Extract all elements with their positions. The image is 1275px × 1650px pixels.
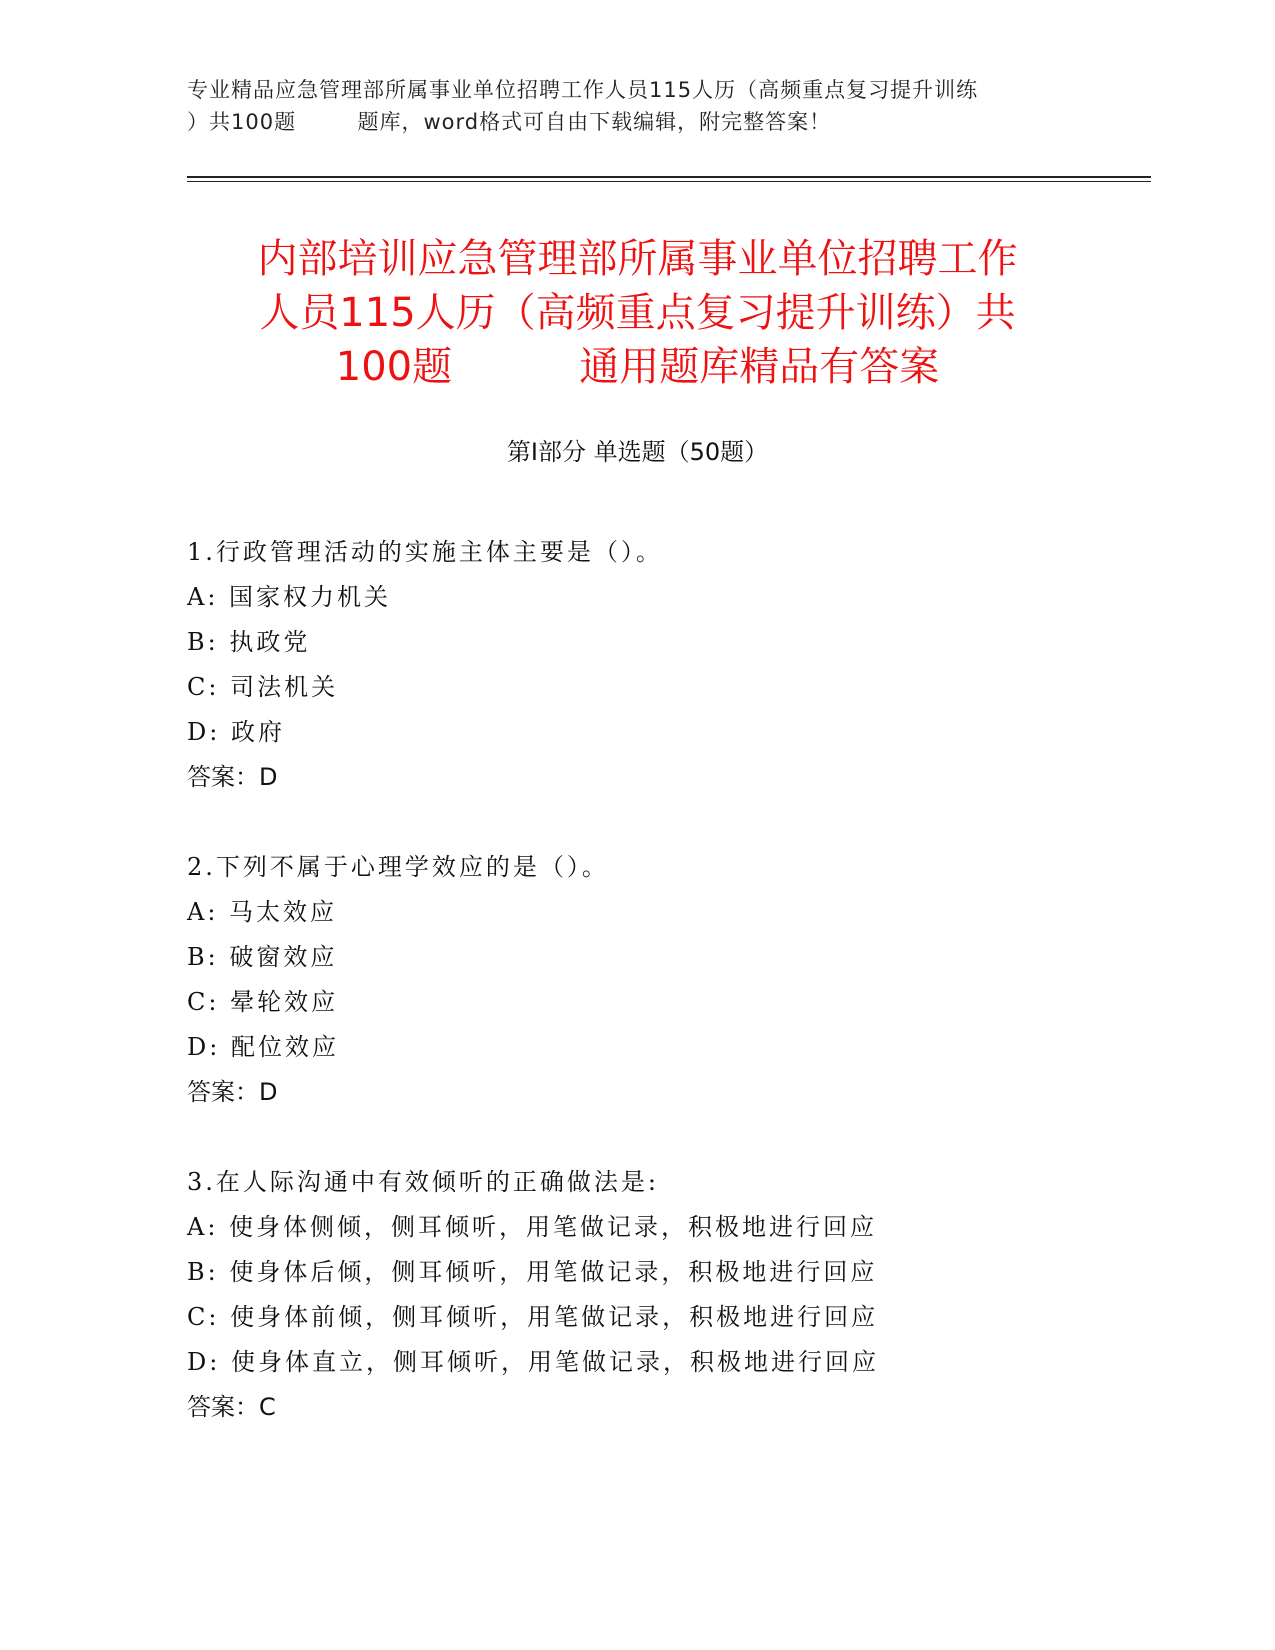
option-d: D: 使身体直立，侧耳倾听，用笔做记录，积极地进行回应 (187, 1348, 879, 1376)
header-rule-thick (187, 176, 1151, 178)
answer: 答案：D (187, 763, 278, 791)
option-b: B: 破窗效应 (187, 943, 338, 971)
answer: 答案：C (187, 1393, 276, 1421)
question-stem: 1.行政管理活动的实施主体主要是（）。 (187, 538, 663, 566)
title-line-2: 人员115人历（高频重点复习提升训练）共 (259, 290, 1016, 336)
option-c: C: 使身体前倾，侧耳倾听，用笔做记录，积极地进行回应 (187, 1303, 879, 1331)
question-stem: 2.下列不属于心理学效应的是（）。 (187, 853, 609, 881)
document-title (150, 232, 1125, 394)
option-b: B: 执政党 (187, 628, 311, 656)
title-line-3: 100题 通用题库精品有答案 (335, 344, 940, 390)
option-c: C: 晕轮效应 (187, 988, 339, 1016)
question-1 (187, 530, 1187, 800)
answer: 答案：D (187, 1078, 278, 1106)
document-header (187, 74, 1087, 138)
question-list (187, 530, 1187, 1475)
header-rule-thin (187, 181, 1151, 182)
question-2 (187, 845, 1187, 1115)
section-title: 第Ⅰ部分 单选题（50题） (506, 438, 769, 466)
option-b: B: 使身体后倾，侧耳倾听，用笔做记录，积极地进行回应 (187, 1258, 878, 1286)
option-a: A: 使身体侧倾，侧耳倾听，用笔做记录，积极地进行回应 (187, 1213, 878, 1241)
question-stem: 3.在人际沟通中有效倾听的正确做法是: (187, 1168, 659, 1196)
title-line-1: 内部培训应急管理部所属事业单位招聘工作 (257, 236, 1018, 282)
header-line-1: 专业精品应急管理部所属事业单位招聘工作人员115人历（高频重点复习提升训练 (187, 78, 979, 102)
option-a: A: 国家权力机关 (187, 583, 392, 611)
option-d: D: 配位效应 (187, 1033, 339, 1061)
option-c: C: 司法机关 (187, 673, 339, 701)
option-a: A: 马太效应 (187, 898, 338, 926)
question-3 (187, 1160, 1187, 1430)
header-line-2: ）共100题 题库，word格式可自由下载编辑，附完整答案！ (187, 110, 832, 134)
option-d: D: 政府 (187, 718, 285, 746)
